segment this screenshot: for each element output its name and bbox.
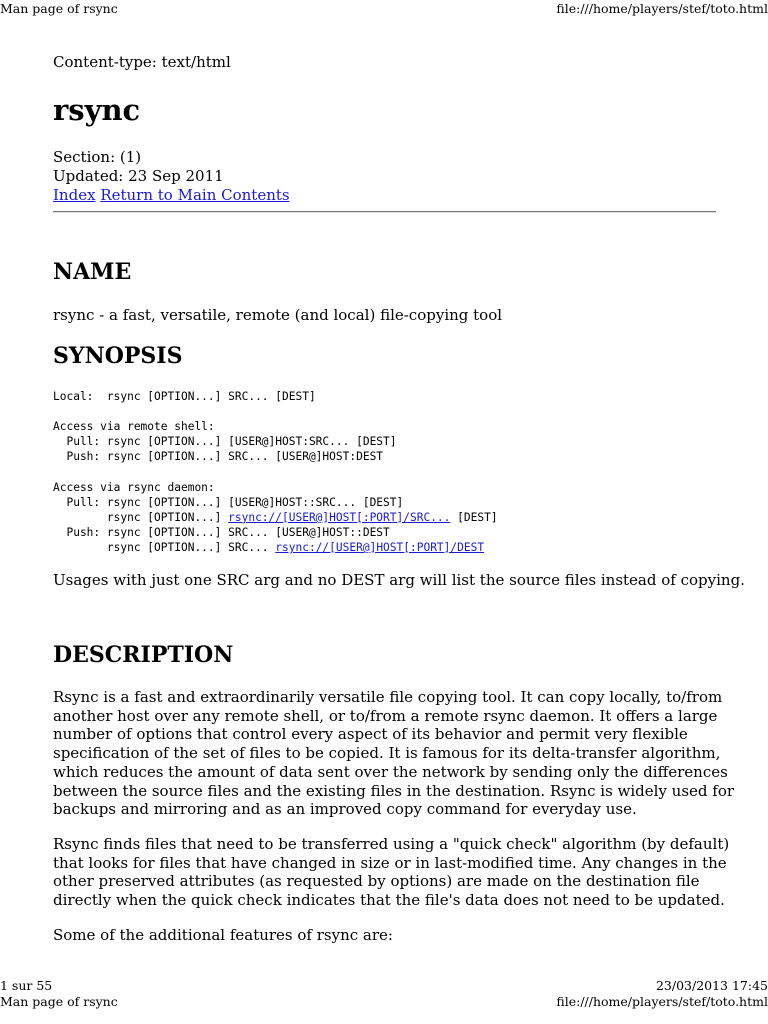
footer-page-title: Man page of rsync — [0, 994, 118, 1009]
synopsis-heading: SYNOPSIS — [53, 343, 183, 369]
section-line: Section: (1) — [53, 148, 142, 166]
index-link[interactable]: Index — [53, 186, 96, 204]
synopsis-line: Pull: rsync [OPTION...] [USER@]HOST:SRC... [DEST] — [53, 435, 397, 449]
horizontal-rule — [53, 211, 716, 213]
paragraph-line: other preserved attributes (as requested by options) are made on the destination file — [53, 872, 700, 891]
paragraph-line: directly when the quick check indicates that the file's data does not need to be updated. — [53, 891, 725, 910]
synopsis-line: Access via rsync daemon: — [53, 480, 215, 494]
synopsis-rsync-url-link[interactable]: rsync://[USER@]HOST[:PORT]/DEST — [275, 540, 485, 554]
paragraph-line: Rsync is a fast and extraordinarily versatile file copying tool. It can copy locally, to/from — [53, 688, 723, 706]
footer-page-counter: 1 sur 55 — [0, 978, 53, 993]
synopsis-code-block — [53, 389, 498, 555]
synopsis-line: rsync [OPTION...] rsync://[USER@]HOST[:PORT]/SRC... [DEST] — [53, 510, 498, 524]
synopsis-rsync-url-link[interactable]: rsync://[USER@]HOST[:PORT]/SRC... — [228, 510, 451, 524]
paragraph-line: between the source files and the existing files in the destination. Rsync is widely used for — [53, 781, 735, 800]
description-heading: DESCRIPTION — [53, 642, 234, 668]
paragraph-line: which reduces the amount of data sent over the network by sending only the differences — [53, 762, 728, 781]
description-paragraph-2 — [53, 835, 730, 910]
name-description: rsync - a fast, versatile, remote (and local) file-copying tool — [53, 306, 503, 324]
name-heading: NAME — [53, 259, 132, 285]
paragraph-line: another host over any remote shell, or to/from a remote rsync daemon. It offers a large — [53, 706, 718, 725]
footer-datetime: 23/03/2013 17:45 — [655, 978, 768, 993]
synopsis-line: Pull: rsync [OPTION...] [USER@]HOST::SRC... [DEST] — [53, 495, 404, 509]
footer-url: file:///home/players/stef/toto.html — [556, 994, 768, 1009]
description-paragraph-3: Some of the additional features of rsync are: — [53, 926, 393, 944]
description-paragraph-1 — [53, 688, 735, 819]
updated-line: Updated: 23 Sep 2011 — [53, 167, 224, 185]
header-url: file:///home/players/stef/toto.html — [556, 1, 768, 16]
synopsis-line: Local: rsync [OPTION...] SRC... [DEST] — [53, 390, 316, 403]
synopsis-line: rsync [OPTION...] SRC... rsync://[USER@]HOST[:PORT]/DEST — [53, 540, 485, 554]
synopsis-line: Push: rsync [OPTION...] SRC... [USER@]HOST::DEST — [53, 525, 390, 539]
paragraph-line: number of options that control every aspect of its behavior and permit very flexible — [53, 725, 688, 744]
usage-note: Usages with just one SRC arg and no DEST arg will list the source files instead of copying. — [53, 571, 745, 589]
page-title: rsync — [53, 93, 141, 127]
paragraph-line: that looks for files that have changed in size or in last-modified time. Any changes in the — [53, 853, 727, 872]
paragraph-line: Rsync finds files that need to be transferred using a "quick check" algorithm (by default) — [53, 835, 730, 853]
synopsis-line: Access via remote shell: — [53, 420, 215, 434]
synopsis-line: Push: rsync [OPTION...] SRC... [USER@]HOST:DEST — [53, 450, 384, 464]
header-page-title: Man page of rsync — [0, 1, 118, 16]
main-contents-link[interactable]: Return to Main Contents — [100, 186, 290, 204]
content-type-line: Content-type: text/html — [53, 53, 231, 71]
nav-links — [53, 186, 290, 205]
paragraph-line: backups and mirroring and as an improved copy command for everyday use. — [53, 800, 637, 819]
paragraph-line: specification of the set of files to be copied. It is famous for its delta-transfer algorithm, — [53, 744, 721, 763]
